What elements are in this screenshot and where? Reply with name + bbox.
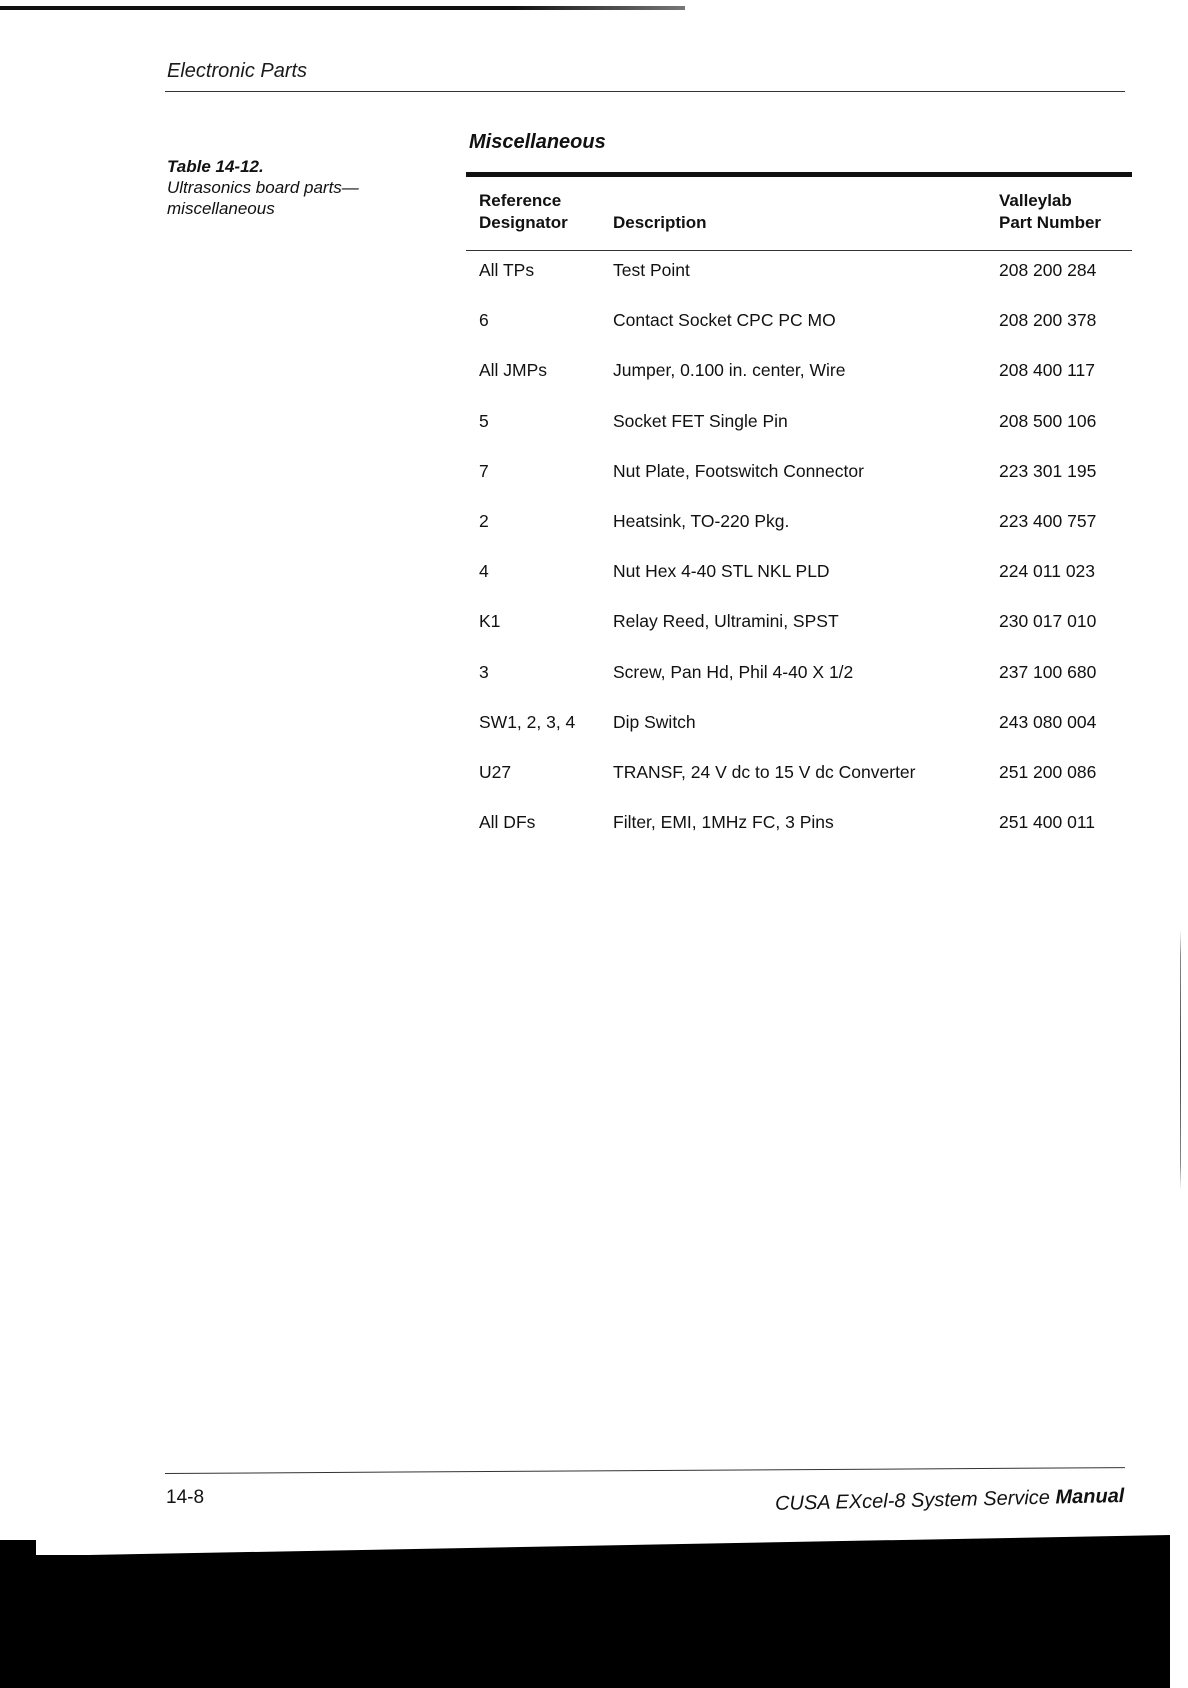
part-number-cell: 208 500 106 bbox=[999, 410, 1097, 431]
description-cell: Test Point bbox=[613, 260, 690, 280]
description-cell: Nut Hex 4-40 STL NKL PLD bbox=[613, 561, 830, 582]
reference-designator-cell: All JMPs bbox=[479, 360, 548, 381]
scan-margin-mark bbox=[1180, 930, 1181, 1190]
table-row bbox=[466, 552, 1132, 602]
table-row bbox=[466, 803, 1132, 853]
reference-designator-cell: 5 bbox=[479, 410, 489, 431]
reference-designator-cell: 2 bbox=[479, 510, 489, 531]
reference-designator-cell: 7 bbox=[479, 460, 489, 481]
table-row bbox=[466, 602, 1132, 652]
table-body bbox=[466, 251, 1132, 853]
table-header bbox=[466, 177, 1132, 250]
description-cell: Jumper, 0.100 in. center, Wire bbox=[613, 360, 846, 381]
reference-designator-cell: 4 bbox=[479, 561, 489, 582]
table-row bbox=[466, 753, 1132, 803]
table-row bbox=[466, 452, 1132, 502]
table-caption bbox=[167, 156, 437, 219]
reference-designator-cell: All TPs bbox=[479, 260, 535, 280]
part-number-cell: 251 200 086 bbox=[999, 761, 1097, 782]
description-cell: Contact Socket CPC PC MO bbox=[613, 310, 836, 331]
description-cell: Heatsink, TO-220 Pkg. bbox=[613, 510, 790, 531]
description-cell: Screw, Pan Hd, Phil 4-40 X 1/2 bbox=[613, 661, 854, 682]
reference-designator-cell: All DFs bbox=[479, 812, 536, 833]
column-header-description: Description bbox=[613, 213, 707, 232]
part-number-cell: 237 100 680 bbox=[999, 661, 1097, 682]
part-number-cell: 223 400 757 bbox=[999, 510, 1097, 531]
table-caption-text: Ultrasonics board parts—miscellaneous bbox=[167, 178, 359, 218]
description-cell: Nut Plate, Footswitch Connector bbox=[613, 460, 864, 481]
table-row bbox=[466, 703, 1132, 753]
table-number: Table 14-12. bbox=[167, 157, 264, 176]
reference-designator-cell: 6 bbox=[479, 310, 489, 331]
part-number-cell: 208 400 117 bbox=[999, 360, 1096, 381]
reference-designator-cell: K1 bbox=[479, 611, 501, 632]
column-header-reference-designator: Reference Designator bbox=[479, 191, 568, 232]
book-title: CUSA EXcel-8 System Service Manual bbox=[774, 1485, 1125, 1515]
table-row bbox=[466, 653, 1132, 703]
parts-table bbox=[466, 172, 1132, 853]
reference-designator-cell: 3 bbox=[479, 661, 489, 682]
footer-rule bbox=[165, 1467, 1125, 1474]
running-head: Electronic Parts bbox=[167, 60, 308, 82]
table-row bbox=[466, 402, 1132, 452]
column-header-part-number: Valleylab Part Number bbox=[999, 191, 1102, 232]
table-row bbox=[466, 301, 1132, 351]
part-number-cell: 251 400 011 bbox=[999, 812, 1096, 833]
description-cell: TRANSF, 24 V dc to 15 V dc Converter bbox=[613, 761, 916, 782]
part-number-cell: 243 080 004 bbox=[999, 711, 1097, 732]
part-number-cell: 208 200 284 bbox=[999, 260, 1097, 280]
table-row bbox=[466, 251, 1132, 301]
part-number-cell: 223 301 195 bbox=[999, 460, 1097, 481]
section-title: Miscellaneous bbox=[469, 131, 606, 153]
scan-edge-line bbox=[0, 6, 685, 10]
part-number-cell: 230 017 010 bbox=[999, 611, 1097, 632]
reference-designator-cell: U27 bbox=[479, 761, 512, 782]
scan-shadow bbox=[0, 1555, 1170, 1688]
table-row bbox=[466, 351, 1132, 401]
description-cell: Dip Switch bbox=[613, 711, 696, 732]
description-cell: Socket FET Single Pin bbox=[613, 410, 788, 431]
reference-designator-cell: SW1, 2, 3, 4 bbox=[479, 711, 576, 732]
part-number-cell: 208 200 378 bbox=[999, 310, 1097, 331]
table-row bbox=[466, 502, 1132, 552]
page-number: 14-8 bbox=[166, 1487, 205, 1508]
part-number-cell: 224 011 023 bbox=[999, 561, 1096, 582]
header-rule bbox=[165, 91, 1125, 92]
description-cell: Relay Reed, Ultramini, SPST bbox=[613, 611, 839, 632]
description-cell: Filter, EMI, 1MHz FC, 3 Pins bbox=[613, 812, 834, 833]
